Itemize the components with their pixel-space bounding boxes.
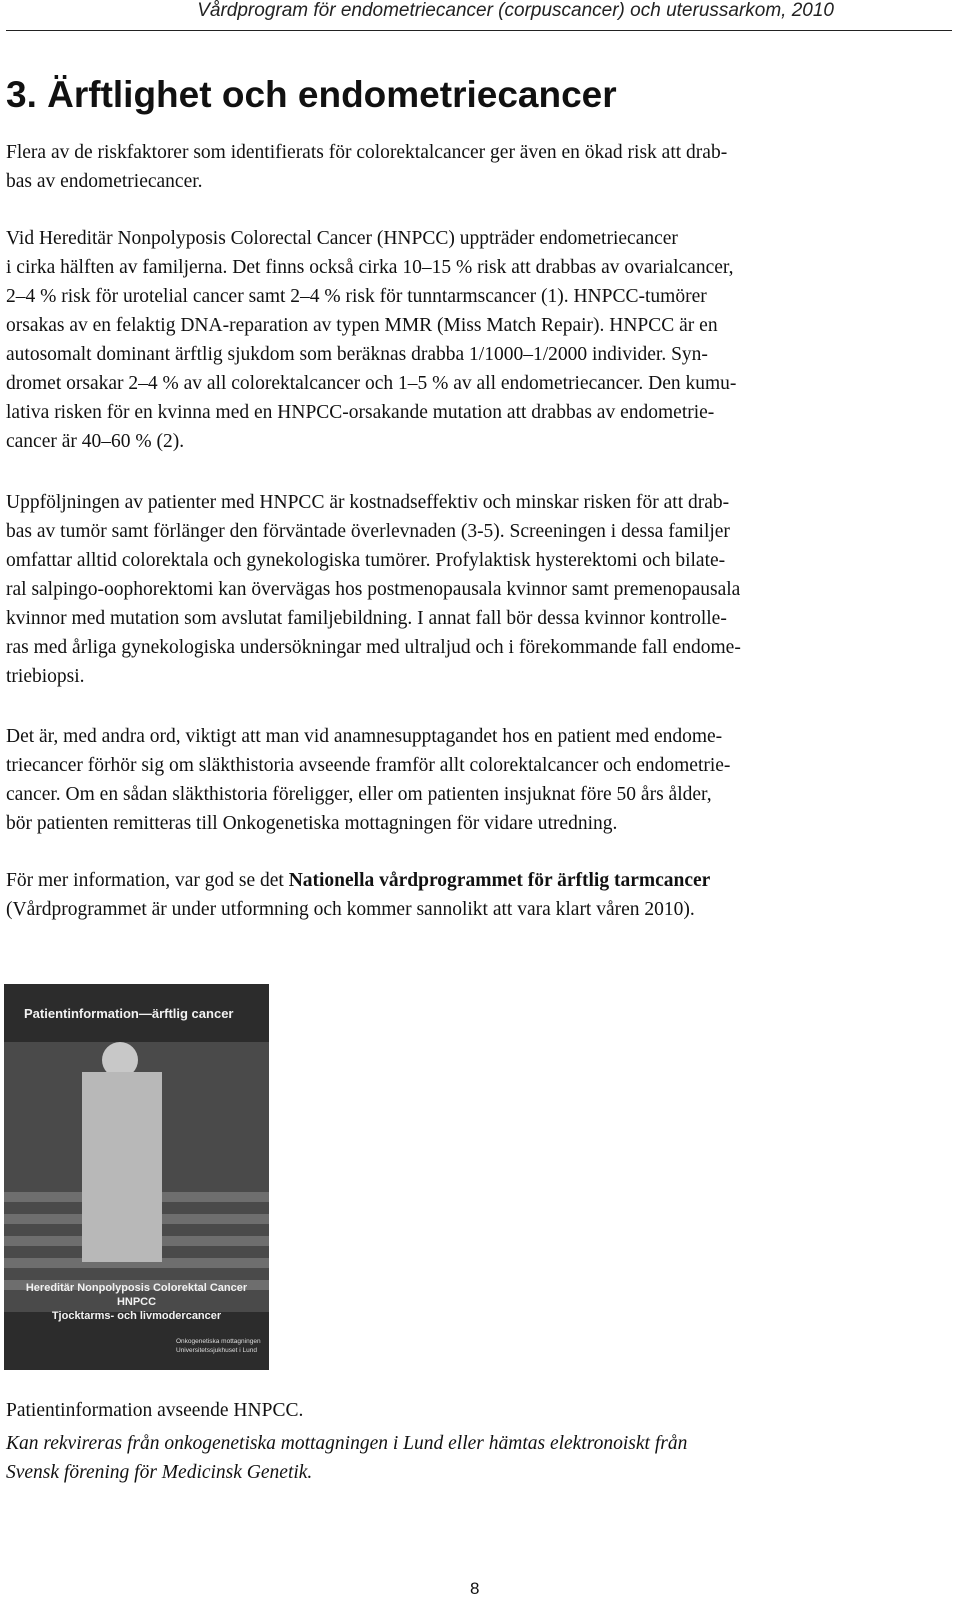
- paragraph-2: [6, 224, 952, 456]
- text-prefix: För mer information, var god se det: [6, 870, 289, 891]
- text-line: lativa risken för en kvinna med en HNPCC-orsakande mutation att drabbas av endometrie-: [6, 402, 715, 423]
- text-line: orsakas av en felaktig DNA-reparation av typen MMR (Miss Match Repair). HNPCC är en: [6, 315, 718, 336]
- figure-caption-note: [6, 1429, 687, 1487]
- running-header: Vårdprogram för endometriecancer (corpuscancer) och uterussarkom, 2010: [197, 0, 834, 21]
- text-line: 2–4 % risk för urotelial cancer samt 2–4 % risk för tunntarmscancer (1). HNPCC-tumörer: [6, 286, 707, 307]
- text-line: Uppföljningen av patienter med HNPCC är kostnadseffektiv och minskar risken för att drab-: [6, 492, 730, 513]
- figure-caption: Patientinformation avseende HNPCC.: [6, 1400, 304, 1421]
- text-line: i cirka hälften av familjerna. Det finns också cirka 10–15 % risk att drabbas av ovarialcancer,: [6, 257, 734, 278]
- cover-title: Patientinformation—ärftlig cancer: [24, 1006, 234, 1021]
- text-line: autosomalt dominant ärftlig sjukdom som beräknas drabba 1/1000–1/2000 individer. Syn-: [6, 344, 708, 365]
- paragraph-3: [6, 488, 952, 691]
- text-line: cancer är 40–60 % (2).: [6, 431, 185, 452]
- text-line: triecancer förhör sig om släkthistoria avseende framför allt colorektalcancer och endometrie-: [6, 755, 731, 776]
- text-line: bas av endometriecancer.: [6, 171, 203, 192]
- cover-hospital-name: Universitetssjukhuset i Lund: [176, 1347, 257, 1354]
- text-line: Svensk förening för Medicinsk Genetik.: [6, 1462, 313, 1483]
- text-line: (Vårdprogrammet är under utformning och kommer sannolikt att vara klart våren 2010).: [6, 899, 695, 920]
- paragraph-4: [6, 722, 952, 838]
- text-line: triebiopsi.: [6, 666, 85, 687]
- text-line: ras med årliga gynekologiska undersökningar med ultraljud och i förekommande fall endome-: [6, 637, 741, 658]
- text-line: bör patienten remitteras till Onkogenetiska mottagningen för vidare utredning.: [6, 813, 618, 834]
- cover-line-3: Tjocktarms- och livmodercancer: [51, 1310, 222, 1322]
- cover-photo: [4, 1042, 269, 1312]
- text-line: cancer. Om en sådan släkthistoria föreligger, eller om patienten insjuknat före 50 års ålder,: [6, 784, 712, 805]
- text-line: Kan rekvireras från onkogenetiska mottagningen i Lund eller hämtas elektronoiskt från: [6, 1433, 688, 1454]
- paragraph-1: [6, 138, 952, 196]
- cover-line-2: HNPCC: [116, 1296, 157, 1308]
- cover-clinic-name: Onkogenetiska mottagningen: [176, 1338, 261, 1345]
- section-title: 3. Ärftlighet och endometriecancer: [6, 74, 617, 115]
- text-line: Vid Hereditär Nonpolyposis Colorectal Cancer (HNPCC) uppträder endometriecancer: [6, 228, 678, 249]
- text-line: ral salpingo-oophorektomi kan övervägas hos postmenopausala kvinnor samt premenopausala: [6, 579, 741, 600]
- text-line: omfattar alltid colorektala och gynekologiska tumörer. Profylaktisk hysterektomi och bilate-: [6, 550, 726, 571]
- walking-figure: [82, 1072, 162, 1262]
- text-line: bas av tumör samt förlänger den förväntade överlevnaden (3-5). Screeningen i dessa familjer: [6, 521, 730, 542]
- text-line: kvinnor med mutation som avslutat familjebildning. I annat fall bör dessa kvinnor kontrolle-: [6, 608, 727, 629]
- program-reference: Nationella vårdprogrammet för ärftlig tarmcancer: [288, 870, 711, 891]
- text-line: Flera av de riskfaktorer som identifierats för colorektalcancer ger även en ökad risk att drab-: [6, 142, 728, 163]
- page-number: 8: [470, 1579, 480, 1598]
- cover-line-1: Hereditär Nonpolyposis Colorektal Cancer: [25, 1282, 248, 1294]
- text-line: dromet orsakar 2–4 % av all colorektalcancer och 1–5 % av all endometriecancer. Den kumu-: [6, 373, 737, 394]
- header-rule: [6, 30, 952, 31]
- brochure-cover-image: [4, 984, 269, 1370]
- paragraph-5: [6, 866, 952, 924]
- text-line: [6, 866, 952, 895]
- text-line: Det är, med andra ord, viktigt att man vid anamnesupptagandet hos en patient med endome-: [6, 726, 723, 747]
